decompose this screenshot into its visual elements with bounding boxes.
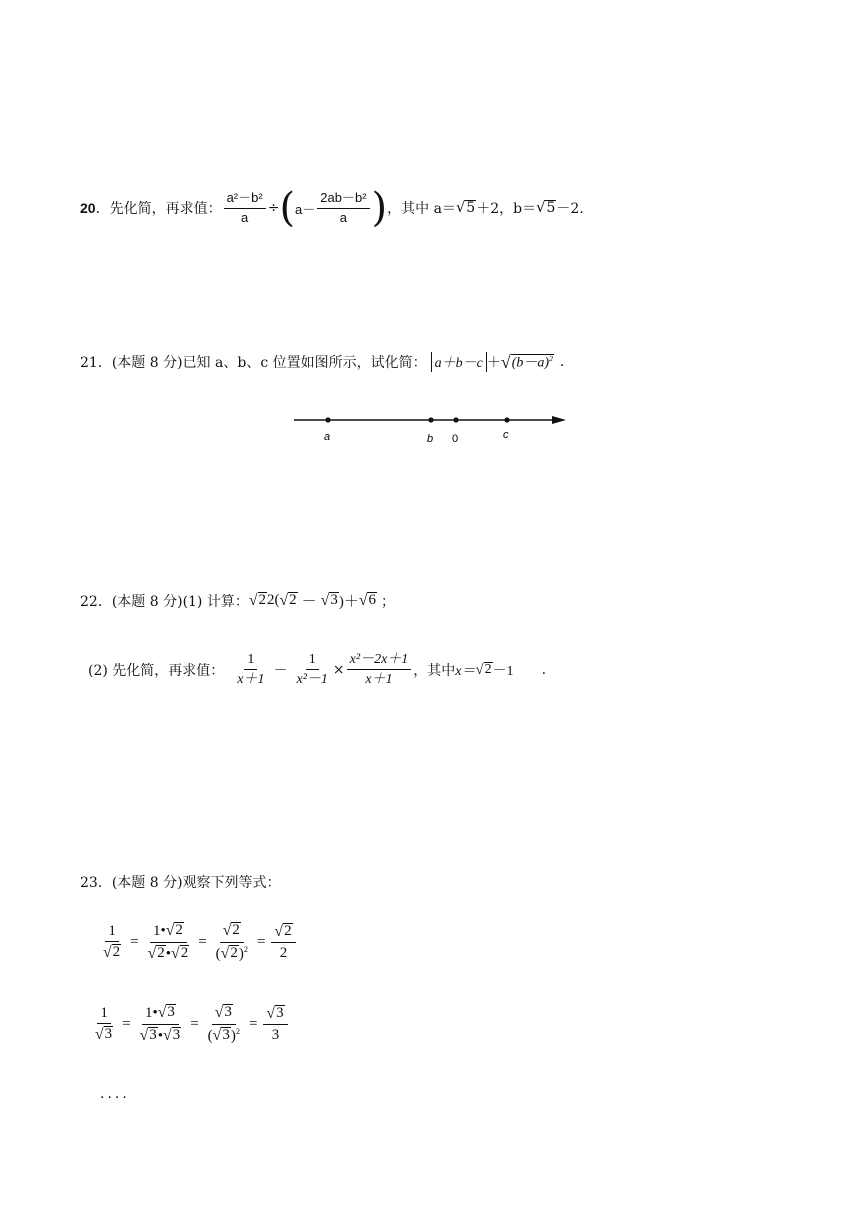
part2-label: (2) 先化简，再求值： xyxy=(88,662,225,679)
frac-step2: √ 3 ( √ 3 )$^2$ xyxy=(207,1004,240,1044)
question-20 xyxy=(80,185,584,231)
number-line xyxy=(290,408,580,448)
question-22 xyxy=(80,590,395,611)
question-number: 23． xyxy=(80,875,112,891)
condition-text: ，其中 a＝ xyxy=(387,201,456,217)
condition-text-2: ＋2，b＝ xyxy=(476,201,537,217)
frac-step2: √ 2 ( √ 2 )$^2$ xyxy=(215,922,248,962)
point-a xyxy=(325,417,330,422)
abs-expression: a＋b－c xyxy=(431,352,487,372)
plus-sign: ＋ xyxy=(486,355,501,371)
sqrt-expression: √ $(b-a)^2$ xyxy=(500,352,553,372)
question-23 xyxy=(80,872,281,892)
condition-text-3: －2. xyxy=(556,201,584,217)
point-b xyxy=(428,417,433,422)
ellipsis: .... xyxy=(100,1086,130,1102)
question-number: 21． xyxy=(80,355,112,371)
condition-sqrt: √ 2 xyxy=(475,662,492,679)
condition-text: ，其中 xyxy=(413,662,456,679)
label-c: c xyxy=(503,429,509,441)
label-a: a xyxy=(324,431,331,443)
sqrt-five-a: √ 5 xyxy=(455,199,476,217)
minus-sign: － xyxy=(273,662,288,679)
equation-row-1: 1 √ 2 = 1• √ 2 √ 2 • √ 2 = √ 2 ( √ 2 )$^2$ = √ 2 2 xyxy=(98,922,298,962)
label-zero: 0 xyxy=(452,433,459,445)
question-instruction: ．先化简，再求值： xyxy=(95,201,222,217)
condition-var: x＝ xyxy=(455,663,476,679)
frac-lhs: 1 √ 2 xyxy=(103,922,121,961)
fraction-one: $\frac{1}{x+1}$ xyxy=(237,652,265,688)
frac-step1: 1• √ 3 √ 3 • √ 3 xyxy=(139,1004,181,1044)
times-sign: × xyxy=(332,661,345,678)
paren-group: ( a－ $\frac{\text{2ab－b²}}{a}$ ) xyxy=(279,185,388,231)
question-22-part2 xyxy=(88,652,546,688)
question-points: (本题 8 分) xyxy=(111,593,183,610)
part1-label: (1) 计算： xyxy=(182,593,249,610)
number-line-arrow xyxy=(552,416,566,424)
equation-row-2: 1 √ 3 = 1• √ 3 √ 3 • √ 3 = √ 3 ( √ 3 )$^2$ = √ 3 3 xyxy=(90,1004,290,1044)
end-mark: . xyxy=(541,661,547,678)
fraction-inner: $\frac{\text{2ab－b²}}{a}$ xyxy=(317,191,369,225)
condition-tail: －1 xyxy=(492,663,514,679)
question-number: 20 xyxy=(80,200,96,216)
left-bracket: ( xyxy=(279,185,296,231)
part1-expression: √ 2 2( √ 2 － √ 3 )＋ √ 6 xyxy=(248,592,376,610)
question-21 xyxy=(80,352,564,372)
end-mark: . xyxy=(559,354,565,370)
divide-sign: ÷ xyxy=(267,200,280,216)
question-points: (本题 8 分) xyxy=(111,875,183,891)
point-zero xyxy=(453,417,458,422)
fraction-two: $\frac{1}{\text{x²－1}}$ xyxy=(296,652,328,688)
right-bracket: ) xyxy=(371,185,388,231)
frac-step1: 1• √ 2 √ 2 • √ 2 xyxy=(147,922,189,962)
fraction-three: $\frac{\text{x²－2x＋1}}{x+1}$ xyxy=(347,652,412,688)
sqrt-five-b: √ 5 xyxy=(536,199,556,217)
fraction-main: $\frac{\text{a²－b²}}{a}$ xyxy=(224,191,266,225)
question-text: 观察下列等式： xyxy=(182,875,281,891)
question-number: 22． xyxy=(80,593,112,610)
frac-result: √ 3 3 xyxy=(263,1005,287,1044)
question-points: (本题 8 分) xyxy=(111,355,183,371)
label-b: b xyxy=(427,433,434,445)
part1-end: ； xyxy=(380,593,395,610)
question-text: 已知 a、b、c 位置如图所示，试化简： xyxy=(182,355,427,371)
point-c xyxy=(504,417,509,422)
frac-lhs: 1 √ 3 xyxy=(95,1004,113,1043)
frac-result: √ 2 2 xyxy=(271,923,295,962)
